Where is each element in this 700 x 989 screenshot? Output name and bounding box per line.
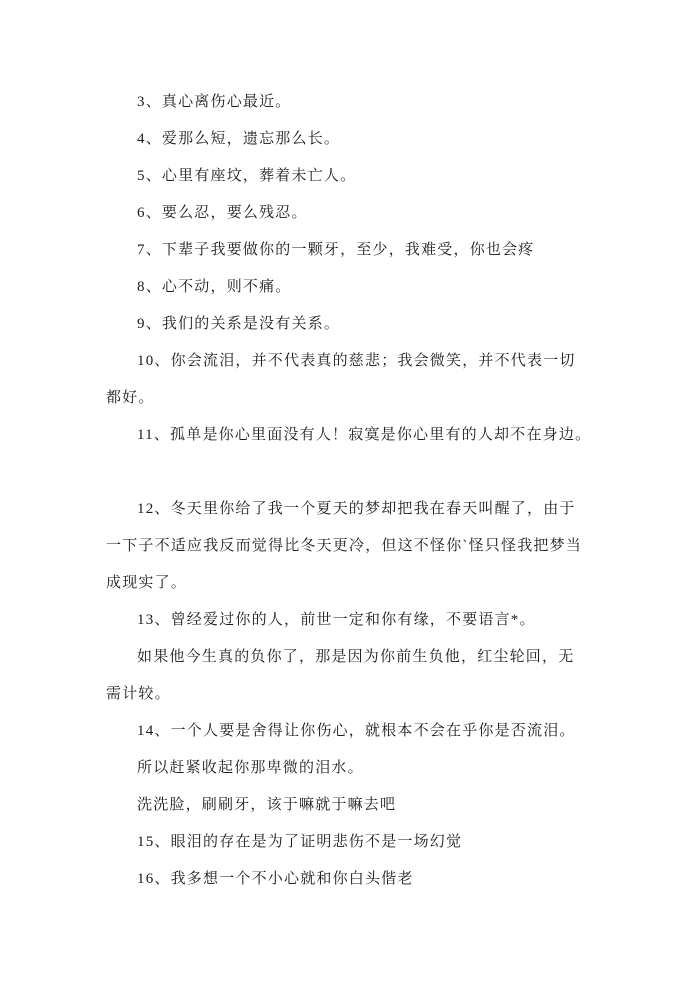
text-line: 需计较。 (106, 686, 171, 702)
blank-line (106, 454, 605, 491)
text-line: 所以赶紧收起你那卑微的泪水。 (137, 760, 364, 776)
text-line: 4、爱那么短，遗忘那么长。 (137, 131, 341, 147)
text-line: 12、冬天里你给了我一个夏天的梦却把我在春天叫醒了，由于 (137, 501, 576, 517)
text-line: 13、曾经爱过你的人，前世一定和你有缘，不要语言*。 (137, 612, 536, 628)
text-line: 5、心里有座坟，葬着未亡人。 (137, 168, 357, 184)
text-line: 10、你会流泪，并不代表真的慈悲；我会微笑，并不代表一切 (137, 353, 576, 369)
text-line: 洗洗脸，刷刷牙，该于嘛就于嘛去吧 (137, 797, 397, 813)
text-line: 9、我们的关系是没有关系。 (137, 316, 341, 332)
text-line: 14、一个人要是舍得让你伤心，就根本不会在乎你是否流泪。 (137, 723, 576, 739)
text-line: 8、心不动，则不痛。 (137, 279, 292, 295)
text-line: 11、孤单是你心里面没有人！寂寞是你心里有的人却不在身边。 (137, 427, 592, 443)
text-line: 如果他今生真的负你了，那是因为你前生负他，红尘轮回，无 (137, 649, 575, 665)
text-line: 一下子不适应我反而觉得比冬天更冷，但这不怪你`怪只怪我把梦当 (106, 538, 582, 554)
text-line: 7、下辈子我要做你的一颗牙，至少，我难受，你也会疼 (137, 242, 535, 258)
text-line: 3、真心离伤心最近。 (137, 94, 292, 110)
text-line: 15、眼泪的存在是为了证明悲伤不是一场幻觉 (137, 834, 463, 850)
text-line: 成现实了。 (106, 575, 188, 591)
document-content (106, 84, 605, 898)
text-line: 6、要么忍，要么残忍。 (137, 205, 308, 221)
text-line: 都好。 (106, 390, 155, 406)
text-line: 16、我多想一个不小心就和你白头偕老 (137, 871, 414, 887)
